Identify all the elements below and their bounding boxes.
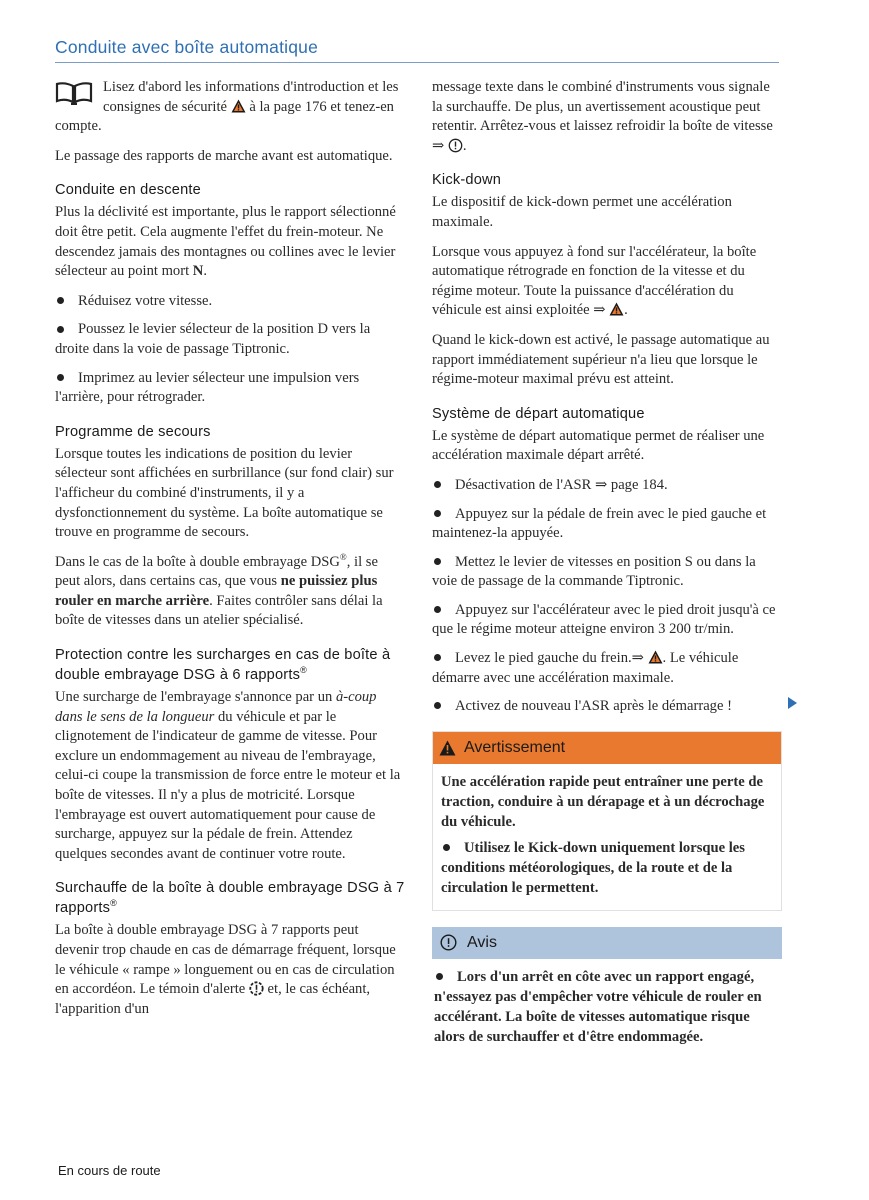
list-item: Activez de nouveau l'ASR après le démarrage ! <box>432 697 782 717</box>
bullet-dot <box>434 481 441 488</box>
depart-heading: Système de départ automatique <box>432 405 645 422</box>
bullet-dot <box>57 374 64 381</box>
next-page-arrow-icon[interactable] <box>788 697 797 709</box>
list-item: Levez le pied gauche du frein.⇒ . Le véhicule démarre avec une accélération maximale. <box>432 650 739 686</box>
page-header <box>55 36 779 63</box>
warning-bullet: Utilisez le Kick-down uniquement lorsque les conditions météorologiques, de la route et de la circulation le permettent. <box>441 839 745 896</box>
warning-triangle-icon <box>231 99 246 113</box>
notice-header <box>432 927 782 959</box>
list-item: Désactivation de l'ASR ⇒ page 184. <box>432 476 782 496</box>
notice-box <box>432 927 782 1047</box>
surchauffe-heading: Surchauffe de la boîte à double embrayage DSG à 7 rapports® <box>55 880 405 917</box>
page-title: Conduite avec boîte automatique <box>55 37 319 57</box>
bullet-dot <box>434 702 441 709</box>
depart-paragraph: Le système de départ automatique permet de réaliser une accélération maximale départ arrêté. <box>432 427 765 464</box>
notice-body <box>432 959 782 1047</box>
bullet-dot <box>57 326 64 333</box>
protection-paragraph: Une surcharge de l'embrayage s'annonce par un à-coup dans le sens de la longueur du véhicule et par le clignotement de l'indicateur de gamme de vitesse. Pour exclure un endommagement au niveau de l'embrayage, celui-ci coupe la transmission de force entre le moteur et la boîte de vitesses. Il n'y a plus de motricité. Lorsque l'embrayage est ouvert automatiquement pour cause de surcharge, appuyez sur la pédale de frein. Attendez quelques secondes avant de continuer votre route. <box>55 689 401 862</box>
warning-box <box>432 731 782 911</box>
bullet-dot <box>434 654 441 661</box>
right-column <box>432 78 782 1057</box>
secours-paragraph: Lorsque toutes les indications de position du levier sélecteur sont affichées en surbrillance (sur fond clair) sur l'afficheur du combiné d'instruments, il y a dysfonctionnement du système. La boîte automatique se trouve en programme de secours. <box>55 445 394 541</box>
surchauffe-paragraph: La boîte à double embrayage DSG à 7 rapports peut devenir trop chaude en cas de démarrage fréquent, lorsque le véhicule « rampe » longuement ou en cas de circulation en accordéon. Le témoin d'alerte et, le cas échéant, l'apparition d'un <box>55 922 396 1017</box>
warning-title: Avertissement <box>464 739 566 757</box>
warning-header <box>433 732 781 764</box>
info-circle-icon <box>440 934 457 951</box>
bullet-dot <box>434 558 441 565</box>
list-item: Mettez le levier de vitesses en position S ou dans la voie de passage de la commande Tiptronic. <box>432 553 756 590</box>
list-item: Réduisez votre vitesse. <box>55 292 405 312</box>
book-icon <box>55 81 93 105</box>
header-rule <box>55 62 779 63</box>
warning-triangle-icon <box>439 740 456 756</box>
intro-text-a: Lisez d'abord les informations d'introduction et les consignes de sécurité <box>103 79 399 115</box>
descente-heading: Conduite en descente <box>55 182 201 199</box>
secours-heading: Programme de secours <box>55 423 211 440</box>
protection-heading: Protection contre les surcharges en cas de boîte à double embrayage DSG à 6 rapports® <box>55 647 391 684</box>
warning-text: Une accélération rapide peut entraîner une perte de traction, conduire à un dérapage et à un décrochage du véhicule. <box>441 773 765 830</box>
warning-triangle-icon <box>648 650 663 664</box>
left-column <box>55 78 405 1029</box>
kickdown-paragraph-3: Quand le kick-down est activé, le passage automatique au rapport immédiatement supérieur n'a lieu que lorsque le régime-moteur maximal prévu est atteint. <box>432 331 770 388</box>
intro-text-b: à la page 176 et tenez-en compte. <box>55 98 394 135</box>
list-item: Appuyez sur l'accélérateur avec le pied droit jusqu'à ce que le régime moteur atteigne environ 3 200 tr/min. <box>432 601 776 638</box>
bullet-dot <box>434 510 441 517</box>
surchauffe-continued: message texte dans le combiné d'instruments vous signale la surchauffe. De plus, un avertissement acoustique peut retentir. Arrêtez-vous et laissez refroidir la boîte de vitesse ⇒ . <box>432 79 773 154</box>
notice-bullet: Lors d'un arrêt en côte avec un rapport engagé, n'essayez pas d'empêcher votre véhicule de rouler en accélérant. La boîte de vitesses automatique risque alors de surchauffer et d'être endommagée. <box>434 968 762 1045</box>
bullet-dot <box>436 973 443 980</box>
kickdown-heading: Kick-down <box>432 172 502 189</box>
bullet-dot <box>434 606 441 613</box>
list-item: Poussez le levier sélecteur de la position D vers la droite dans la voie de passage Tiptronic. <box>55 321 371 357</box>
bullet-dot <box>57 297 64 304</box>
warning-triangle-icon <box>609 302 624 316</box>
intro-paragraph <box>55 78 405 137</box>
descente-paragraph: Plus la déclivité est importante, plus le rapport sélectionné doit être petit. Cela augmente l'effet du frein-moteur. Ne descendez jamais des montagnes ou collines avec le levier sélecteur au point mort N. <box>55 204 396 280</box>
page-footer: En cours de route <box>58 1163 161 1178</box>
secours-paragraph-2: Dans le cas de la boîte à double embrayage DSG®, il se peut alors, dans certains cas, que vous ne puissiez plus rouler en marche arrière. Faites contrôler sans délai la boîte de vitesses dans un atelier spécialisé. <box>55 551 383 629</box>
list-item: Appuyez sur la pédale de frein avec le pied gauche et maintenez-la appuyée. <box>432 505 767 542</box>
list-item: Imprimez au levier sélecteur une impulsion vers l'arrière, pour rétrograder. <box>55 369 360 406</box>
info-circle-icon <box>448 138 463 153</box>
kickdown-paragraph: Le dispositif de kick-down permet une accélération maximale. <box>432 194 732 230</box>
gearbox-warning-icon <box>249 981 264 996</box>
warning-body <box>433 764 781 910</box>
intro-paragraph-2: Le passage des rapports de marche avant est automatique. <box>55 147 393 164</box>
notice-title: Avis <box>467 934 497 952</box>
bullet-dot <box>443 844 450 851</box>
kickdown-paragraph-2: Lorsque vous appuyez à fond sur l'accélérateur, la boîte automatique rétrograde en fonction de la vitesse et du régime moteur. Toute la puissance d'accélération du véhicule est ainsi exploitée ⇒ . <box>432 243 757 319</box>
